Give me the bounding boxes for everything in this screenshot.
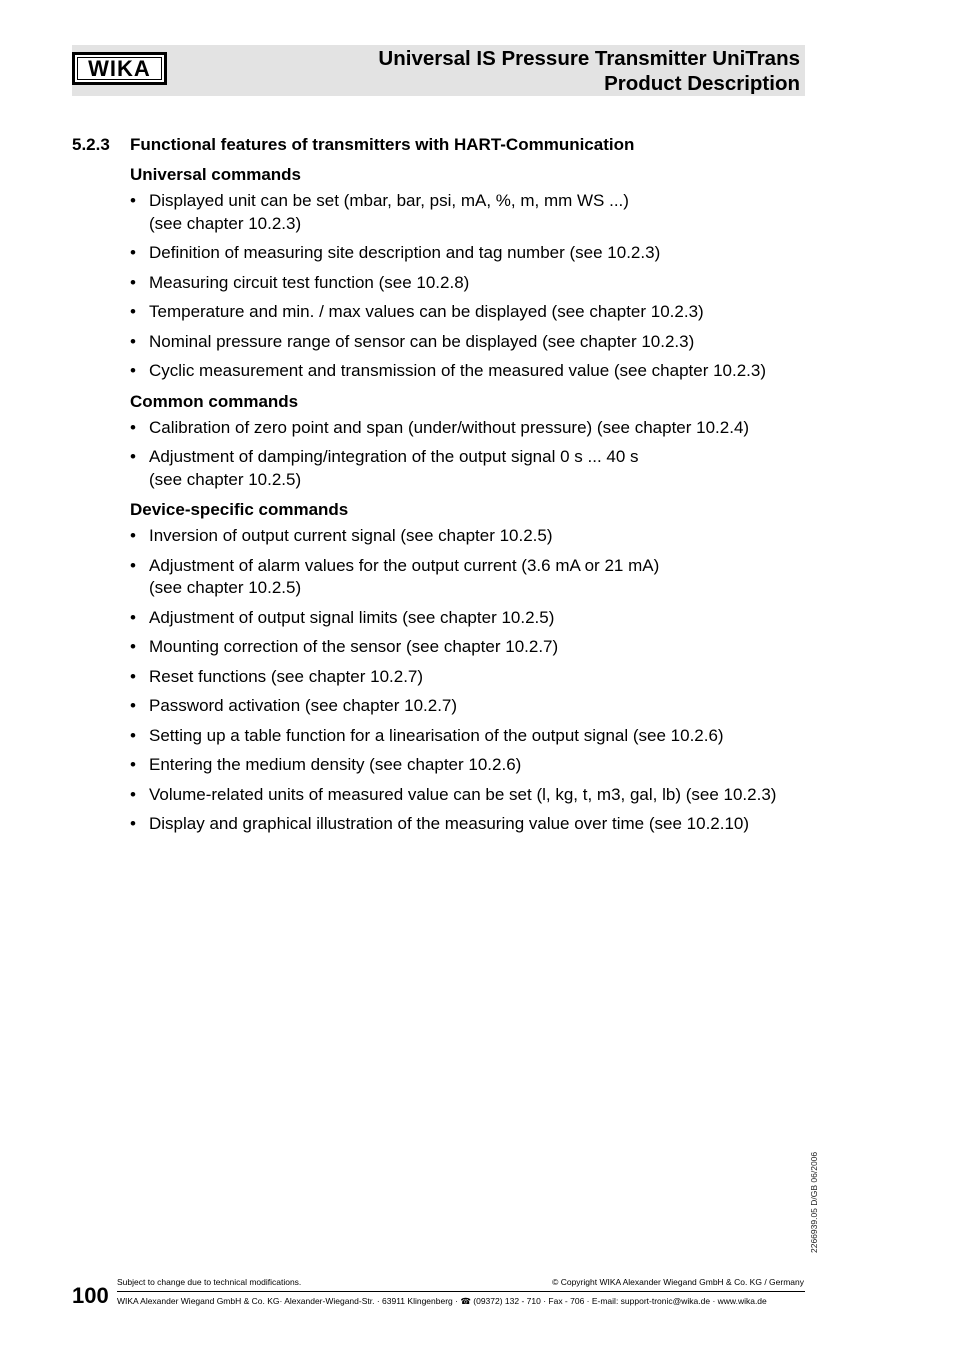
list-item-text: Nominal pressure range of sensor can be displayed (see chapter 10.2.3) [149,331,695,351]
list-item-text: Cyclic measurement and transmission of the measured value (see chapter 10.2.3) [149,361,767,380]
list-item-text: Reset functions (see chapter 10.2.7) [149,666,424,686]
bullet-icon: • [130,784,136,804]
list-item [130,695,812,718]
list-item-text: Measuring circuit test function (see 10.2.8) [149,272,470,292]
list-item [130,555,812,600]
command-list [130,525,812,836]
command-groups [72,163,812,836]
bullet-icon: • [130,417,136,437]
bullet-icon: • [130,526,136,545]
list-item [130,417,812,440]
list-item-text: Password activation (see chapter 10.2.7) [149,696,458,715]
list-item [130,813,812,836]
list-item-text: (see chapter 10.2.5) [149,469,302,489]
list-item [130,784,812,807]
list-item [130,360,812,383]
footer-address: WIKA Alexander Wiegand GmbH & Co. KG· Alexander-Wiegand-Str. · 63911 Klingenberg · ☎ (09372) 132 - 710 · Fax - 706 · E-mail: support-tronic@wika.de · www.wika.de [117,1296,767,1306]
bullet-icon: • [130,725,136,745]
list-item [130,607,812,630]
list-item-text: Temperature and min. / max values can be displayed (see chapter 10.2.3) [149,302,704,321]
bullet-icon: • [130,243,136,262]
group-heading: Universal commands [130,165,302,184]
bullet-icon: • [130,607,136,627]
section-heading [72,133,812,157]
document-title [378,46,800,96]
command-list [130,417,812,492]
list-item-text: (see chapter 10.2.5) [149,578,302,597]
list-item-text: Displayed unit can be set (mbar, bar, psi, mA, %, m, mm WS ...) [149,191,629,210]
list-item [130,725,812,748]
list-item [130,272,812,295]
list-item [130,754,812,777]
command-list [130,190,812,383]
list-item [130,301,812,324]
list-item [130,525,812,548]
list-item-text: Display and graphical illustration of the measuring value over time (see 10.2.10) [149,814,750,833]
wika-logo [72,52,167,85]
section-number: 5.2.3 [72,135,110,154]
bullet-icon: • [130,361,136,380]
footer-note-left: Subject to change due to technical modifications. [117,1277,302,1287]
bullet-icon: • [130,331,136,351]
bullet-icon: • [130,191,136,210]
bullet-icon: • [130,814,136,833]
list-item [130,446,812,491]
list-item-text: Adjustment of output signal limits (see chapter 10.2.5) [149,607,555,627]
bullet-icon: • [130,447,136,466]
footer-note-right: © Copyright WIKA Alexander Wiegand GmbH & Co. KG / Germany [552,1277,804,1287]
logo-text: WIKA [77,57,162,80]
bullet-icon: • [130,302,136,321]
list-item-text: (see chapter 10.2.3) [149,213,302,233]
list-item-text: Inversion of output current signal (see chapter 10.2.5) [149,526,553,545]
list-item-text: Calibration of zero point and span (under/without pressure) (see chapter 10.2.4) [149,417,750,437]
list-item [130,666,812,689]
list-item-text: Setting up a table function for a linearisation of the output signal (see 10.2.6) [149,725,724,745]
list-item [130,242,812,265]
section-title: Functional features of transmitters with HART-Communication [130,135,635,154]
footer-divider [117,1291,805,1292]
bullet-icon: • [130,272,136,292]
list-item [130,331,812,354]
list-item-text: Adjustment of alarm values for the output current (3.6 mA or 21 mA) [149,555,660,575]
bullet-icon: • [130,696,136,715]
group-heading: Common commands [130,391,299,411]
page-number: 100 [72,1283,109,1308]
list-item-text: Definition of measuring site description and tag number (see 10.2.3) [149,243,661,262]
bullet-icon: • [130,555,136,575]
list-item-text: Entering the medium density (see chapter 10.2.6) [149,755,522,774]
main-content [72,133,812,843]
list-item-text: Adjustment of damping/integration of the output signal 0 s ... 40 s [149,447,639,466]
document-reference: 2266939.05 D/GB 06/2006 [809,1151,819,1253]
list-item [130,190,812,235]
title-line-2: Product Description [604,72,800,95]
title-line-1: Universal IS Pressure Transmitter UniTrans [378,47,800,70]
list-item-text: Volume-related units of measured value can be set (l, kg, t, m3, gal, lb) (see 10.2.3) [149,784,777,804]
group-heading: Device-specific commands [130,500,349,519]
list-item [130,636,812,659]
bullet-icon: • [130,755,136,774]
page-header [72,45,805,96]
bullet-icon: • [130,666,136,686]
bullet-icon: • [130,637,136,656]
list-item-text: Mounting correction of the sensor (see chapter 10.2.7) [149,637,559,656]
